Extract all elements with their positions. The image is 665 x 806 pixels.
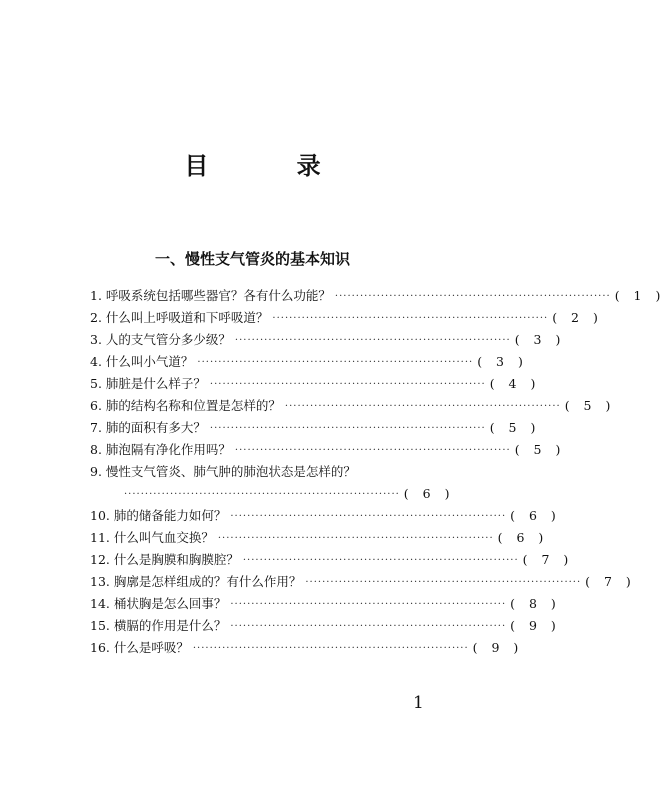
- toc-entry-title: 7. 肺的面积有多大？: [90, 420, 206, 435]
- toc-entry: [90, 502, 561, 524]
- section-heading: 一、慢性支气管炎的基本知识: [154, 250, 350, 268]
- toc-entry: [90, 458, 445, 480]
- toc-entry-title: 6. 肺的结构名称和位置是怎样的？: [90, 398, 281, 413]
- toc-entry-page: ( 8 ): [510, 596, 561, 611]
- toc-entry-page: ( 6 ): [403, 486, 455, 501]
- toc-entry: [90, 546, 574, 568]
- toc-entry-page: ( 5 ): [489, 420, 541, 435]
- toc-entry-title: 16. 什么是呼吸？: [90, 640, 189, 655]
- toc-entry: [90, 612, 561, 634]
- toc-entry: [90, 436, 566, 458]
- toc-entry: [90, 392, 616, 414]
- toc-entry-title: 8. 肺泡隔有净化作用吗？: [90, 442, 231, 457]
- toc-entry-title: 5. 肺脏是什么样子？: [90, 376, 206, 391]
- dot-leader: ··································································: [209, 423, 486, 434]
- dot-leader: ··································································: [209, 379, 486, 390]
- toc-entry: [90, 282, 665, 304]
- toc-entry-page: ( 6 ): [510, 508, 561, 523]
- toc-entry-page: ( 3 ): [477, 354, 528, 369]
- toc-entry-page: ( 1 ): [614, 288, 665, 303]
- dot-leader: ··································································: [305, 577, 582, 588]
- toc-entry-page: ( 9 ): [472, 640, 524, 655]
- toc-entry: [90, 590, 561, 612]
- dot-leader: ··································································: [197, 357, 474, 368]
- dot-leader: ··································································: [272, 313, 549, 324]
- toc-entry: [90, 370, 541, 392]
- toc-entry-title: 3. 人的支气管分多少级？: [90, 332, 231, 347]
- dot-leader: ··································································: [234, 335, 511, 346]
- toc-entry-page: ( 5 ): [564, 398, 616, 413]
- toc-entry: [90, 326, 566, 348]
- toc-entry-page: ( 3 ): [514, 332, 566, 347]
- dot-leader: ··································································: [242, 555, 519, 566]
- toc-entry-page: ( 2 ): [552, 310, 603, 325]
- toc-entry-title: 2. 什么叫上呼吸道和下呼吸道？: [90, 310, 269, 325]
- toc-entry-page: ( 5 ): [514, 442, 566, 457]
- dot-leader: ··································································: [230, 511, 507, 522]
- toc-entry-title: 13. 胸廓是怎样组成的？有什么作用？: [90, 574, 302, 589]
- toc-entry-continuation: [90, 480, 455, 502]
- dot-leader: ··································································: [124, 489, 400, 500]
- toc-entry-page: ( 9 ): [510, 618, 561, 633]
- table-of-contents: [90, 282, 665, 656]
- dot-leader: ··································································: [230, 599, 507, 610]
- dot-leader: ··································································: [192, 643, 469, 654]
- toc-entry-page: ( 6 ): [497, 530, 549, 545]
- toc-entry-title: 15. 横膈的作用是什么？: [90, 618, 227, 633]
- dot-leader: ··································································: [334, 291, 611, 302]
- toc-entry-title: 14. 桶状胸是怎么回事？: [90, 596, 227, 611]
- dot-leader: ··································································: [234, 445, 511, 456]
- toc-entry: [90, 634, 524, 656]
- toc-entry: [90, 304, 603, 326]
- toc-entry-title: 11. 什么叫气血交换？: [90, 530, 214, 545]
- toc-entry-title: 10. 肺的储备能力如何？: [90, 508, 227, 523]
- page-number: 1: [413, 693, 424, 713]
- dot-leader: ··································································: [230, 621, 507, 632]
- toc-entry-page: ( 7 ): [585, 574, 636, 589]
- dot-leader: ··································································: [284, 401, 561, 412]
- toc-entry-title: 9. 慢性支气管炎、肺气肿的肺泡状态是怎样的？: [90, 464, 356, 479]
- toc-entry: [90, 348, 528, 370]
- toc-entry-title: 1. 呼吸系统包括哪些器官？各有什么功能？: [90, 288, 331, 303]
- dot-leader: ··································································: [217, 533, 494, 544]
- toc-entry: [90, 568, 636, 590]
- toc-entry: [90, 524, 549, 546]
- toc-entry-page: ( 7 ): [522, 552, 574, 567]
- toc-entry: [90, 414, 541, 436]
- page-title: 目 录: [184, 151, 361, 180]
- toc-entry-title: 4. 什么叫小气道？: [90, 354, 194, 369]
- toc-entry-page: ( 4 ): [489, 376, 541, 391]
- toc-entry-title: 12. 什么是胸膜和胸膜腔？: [90, 552, 239, 567]
